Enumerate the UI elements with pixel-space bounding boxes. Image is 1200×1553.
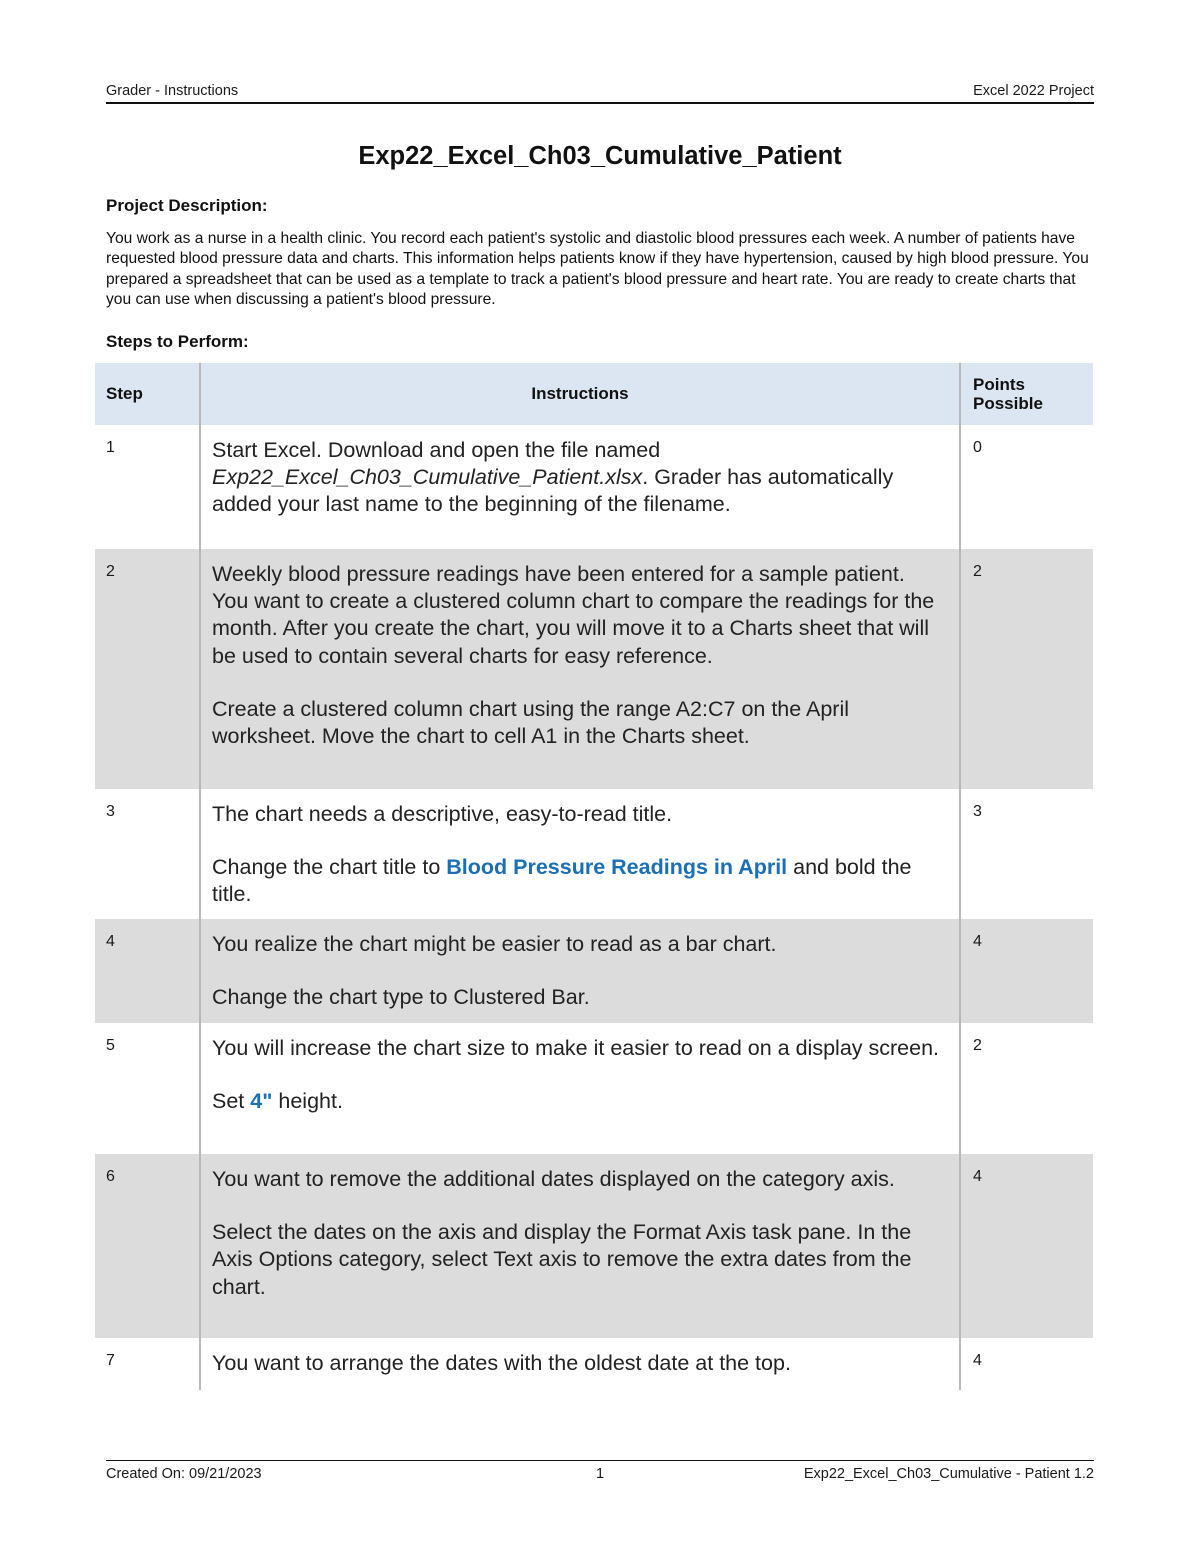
step-instructions: [200, 549, 960, 789]
step-number: 5: [106, 1037, 115, 1054]
table-row: [95, 549, 1093, 789]
table-row: [95, 789, 1093, 919]
instruction-text: and bold the title.: [212, 855, 912, 907]
step-points: 0: [960, 425, 1093, 549]
instruction-paragraph: Create a clustered column chart using the range A2:C7 on the April worksheet. Move the chart to cell A1 in the Charts sheet.: [212, 696, 850, 749]
step-number: 6: [95, 1154, 200, 1338]
table-header-row: [95, 363, 1093, 425]
page-footer: [106, 1460, 1094, 1482]
instruction-paragraph: The chart needs a descriptive, easy-to-read title.: [212, 802, 673, 826]
table-row: [95, 1154, 1093, 1338]
header-right-text: Excel 2022 Project: [973, 83, 1094, 99]
instruction-paragraph: [212, 854, 945, 908]
instruction-paragraph: Select the dates on the axis and display the Format Axis task pane. In the Axis Options category, select Text axis to remove the extra dates from the chart.: [212, 1220, 912, 1299]
step-instructions: [200, 919, 960, 1023]
instruction-paragraph: Change the chart type to Clustered Bar.: [212, 985, 590, 1010]
step-number: 4: [95, 919, 200, 1023]
highlighted-value: 4": [250, 1089, 273, 1114]
instruction-text: height.: [272, 1089, 343, 1114]
step-number: 3: [106, 803, 115, 820]
instruction-paragraph: [212, 437, 945, 519]
steps-table: [95, 363, 1093, 1390]
step-number: 2: [95, 549, 200, 789]
file-name: Exp22_Excel_Ch03_Cumulative_Patient.xlsx: [212, 465, 643, 490]
instructions-column-header: Instructions: [200, 363, 960, 425]
step-column-header: Step: [95, 363, 200, 425]
step-points: 4: [960, 919, 1093, 1023]
points-column-header: Points Possible: [960, 363, 1093, 425]
table-row: [95, 1023, 1093, 1154]
step-number: 1: [106, 439, 115, 456]
steps-heading: Steps to Perform:: [106, 332, 249, 351]
step-points: 4: [960, 1338, 1093, 1390]
step-points: 2: [960, 1023, 1093, 1154]
instruction-text: Change the chart title to: [212, 855, 447, 880]
header-left-text: Grader - Instructions: [106, 83, 239, 99]
page-header: [106, 82, 1094, 104]
instruction-paragraph: Weekly blood pressure readings have been entered for a sample patient. You want to create a clustered column chart to compare the readings for the month. After you create the chart, you will move it to a Charts sheet that will be used to contain several charts for easy reference.: [212, 562, 935, 668]
step-instructions: [200, 425, 960, 549]
instruction-paragraph: You want to arrange the dates with the oldest date at the top.: [212, 1351, 791, 1375]
table-row: [95, 919, 1093, 1023]
table-row: [95, 425, 1093, 549]
project-description-text: You work as a nurse in a health clinic. You record each patient's systolic and diastolic blood pressures each week. A number of patients have requested blood pressure data and charts. This information helps patients know if they have hypertension, caused by high blood pressure. You prepared a spreadsheet that can be used as a template to track a patient's blood pressure and heart rate. You are ready to create charts that you can use when discussing a patient's blood pressure.: [106, 230, 1089, 309]
footer-document-id: Exp22_Excel_Ch03_Cumulative - Patient 1.2: [803, 1466, 1094, 1482]
step-instructions: [200, 1338, 960, 1390]
instruction-text: Set: [212, 1089, 251, 1114]
footer-created-on: Created On: 09/21/2023: [106, 1466, 262, 1482]
footer-page-number: 1: [595, 1466, 605, 1482]
project-description-heading: Project Description:: [106, 196, 268, 215]
step-points: 2: [960, 549, 1093, 789]
step-instructions: [200, 789, 960, 919]
instruction-text: Start Excel. Download and open the file named: [212, 438, 661, 462]
document-title: Exp22_Excel_Ch03_Cumulative_Patient: [358, 142, 842, 170]
instruction-text: . Grader has automatically added your last name to the beginning of the filename.: [212, 465, 894, 517]
step-instructions: [200, 1023, 960, 1154]
step-points: 3: [960, 789, 1093, 919]
step-number: 7: [106, 1352, 115, 1369]
step-instructions: [200, 1154, 960, 1338]
highlighted-value: Blood Pressure Readings in April: [446, 855, 788, 880]
step-points: 4: [960, 1154, 1093, 1338]
table-row: [95, 1338, 1093, 1390]
instruction-paragraph: You will increase the chart size to make it easier to read on a display screen.: [212, 1036, 940, 1060]
instruction-paragraph: You want to remove the additional dates displayed on the category axis.: [212, 1167, 895, 1191]
instruction-paragraph: You realize the chart might be easier to read as a bar chart.: [212, 932, 777, 956]
instruction-paragraph: [212, 1088, 945, 1115]
